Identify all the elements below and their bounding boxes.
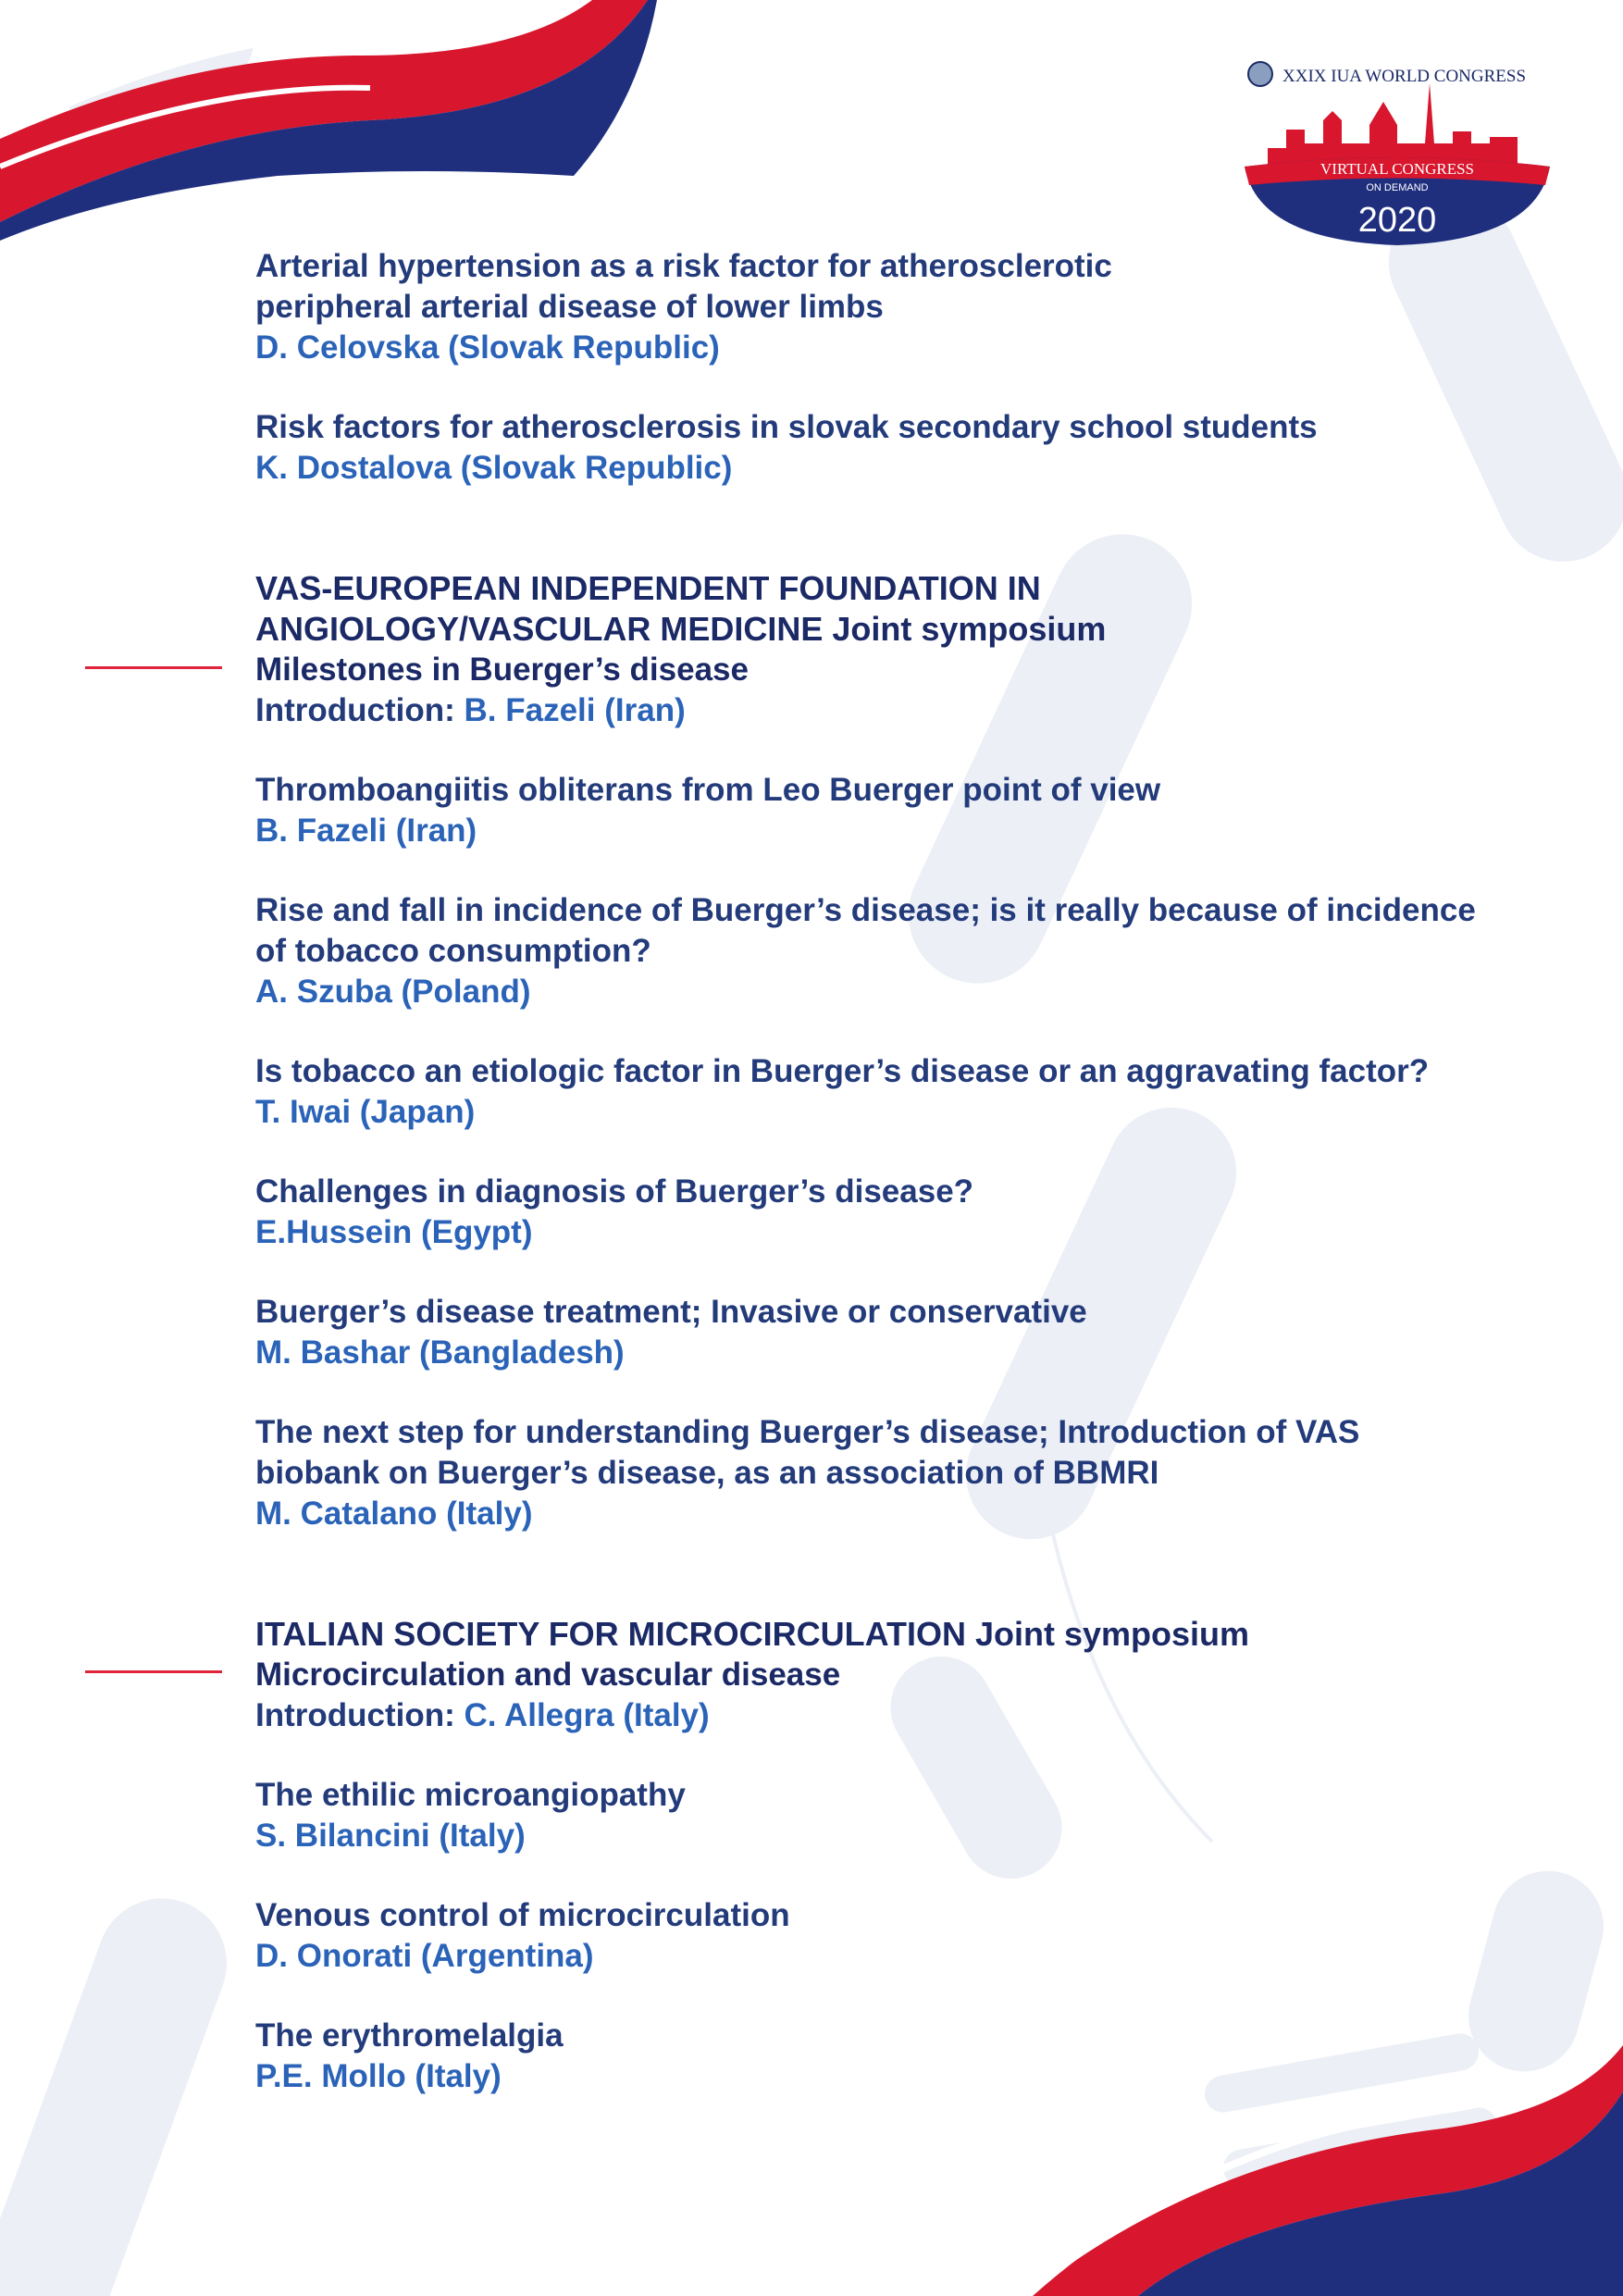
- talk-title: Venous control of microcirculation: [255, 1897, 790, 1933]
- logo-year-text: 2020: [1357, 201, 1437, 240]
- talk-author: A. Szuba (Poland): [255, 974, 531, 1010]
- logo-ondemand-text: ON DEMAND: [1366, 182, 1429, 193]
- program-content: [255, 246, 1495, 2097]
- intro-author: C. Allegra (Italy): [464, 1697, 710, 1733]
- talk-title: Arterial hypertension as a risk factor for atherosclerotic: [255, 248, 1112, 284]
- talk-title: Rise and fall in incidence of Buerger’s disease; is it really because of incidence: [255, 892, 1476, 928]
- talk-author: S. Bilancini (Italy): [255, 1818, 526, 1854]
- talk-entry: [255, 1051, 1495, 1133]
- section-marker-1: [85, 666, 222, 669]
- talk-entry: [255, 2016, 1495, 2097]
- talk-title: The next step for understanding Buerger’s disease; Introduction of VAS: [255, 1414, 1360, 1450]
- symposium-org: ANGIOLOGY/VASCULAR MEDICINE: [255, 610, 824, 648]
- talk-entry: [255, 407, 1495, 489]
- talk-author: M. Catalano (Italy): [255, 1496, 533, 1532]
- symposium-title: [255, 1614, 1495, 1655]
- talk-title: Challenges in diagnosis of Buerger’s disease?: [255, 1173, 974, 1210]
- talk-author: B. Fazeli (Iran): [255, 813, 477, 849]
- symposium-header: [255, 568, 1495, 731]
- talk-title: The erythromelalgia: [255, 2017, 564, 2054]
- talk-title: of tobacco consumption?: [255, 933, 651, 969]
- talk-entry: [255, 1895, 1495, 1977]
- talk-author: M. Bashar (Bangladesh): [255, 1334, 625, 1371]
- section-marker-2: [85, 1670, 222, 1673]
- symposium-intro: [255, 690, 1495, 731]
- talk-author: D. Celovska (Slovak Republic): [255, 329, 720, 366]
- talk-author: T. Iwai (Japan): [255, 1094, 476, 1130]
- talk-title: Is tobacco an etiologic factor in Buerger’s disease or an aggravating factor?: [255, 1053, 1430, 1089]
- symposium-title-line2: [255, 609, 1495, 650]
- talk-author: D. Onorati (Argentina): [255, 1938, 594, 1974]
- talk-author: E.Hussein (Egypt): [255, 1214, 533, 1250]
- talk-title: The ethilic microangiopathy: [255, 1777, 686, 1813]
- logo-congress-text: XXIX IUA WORLD CONGRESS: [1282, 67, 1527, 86]
- talk-author: P.E. Mollo (Italy): [255, 2058, 502, 2094]
- talk-title: Risk factors for atherosclerosis in slovak secondary school students: [255, 409, 1318, 445]
- talk-entry: [255, 1412, 1495, 1534]
- congress-logo: [1240, 56, 1555, 250]
- talk-entry: [255, 770, 1495, 851]
- symposium-type: Joint symposium: [823, 610, 1107, 648]
- logo-virtual-text: VIRTUAL CONGRESS: [1320, 160, 1474, 178]
- symposium-org: ITALIAN SOCIETY FOR MICROCIRCULATION: [255, 1615, 966, 1653]
- talk-entry: [255, 1172, 1495, 1253]
- symposium-title: VAS-EUROPEAN INDEPENDENT FOUNDATION IN: [255, 569, 1041, 607]
- intro-label: Introduction:: [255, 1697, 465, 1733]
- talk-title: Buerger’s disease treatment; Invasive or conservative: [255, 1294, 1087, 1330]
- talk-entry: [255, 1775, 1495, 1856]
- symposium-type: Joint symposium: [965, 1615, 1250, 1653]
- talk-entry: [255, 1292, 1495, 1373]
- talk-author: K. Dostalova (Slovak Republic): [255, 450, 733, 486]
- symposium-header: [255, 1614, 1495, 1736]
- talk-entry: [255, 246, 1495, 368]
- congress-logo-graphic: [1240, 56, 1555, 250]
- intro-author: B. Fazeli (Iran): [464, 692, 686, 728]
- intro-label: Introduction:: [255, 692, 465, 728]
- talk-title: biobank on Buerger’s disease, as an association of BBMRI: [255, 1455, 1159, 1491]
- symposium-subtitle: Microcirculation and vascular disease: [255, 1657, 841, 1693]
- talk-title: peripheral arterial disease of lower limbs: [255, 289, 884, 325]
- symposium-intro: [255, 1695, 1495, 1736]
- symposium-subtitle: Milestones in Buerger’s disease: [255, 652, 749, 688]
- talk-entry: [255, 890, 1495, 1012]
- talk-title: Thromboangiitis obliterans from Leo Buerger point of view: [255, 772, 1161, 808]
